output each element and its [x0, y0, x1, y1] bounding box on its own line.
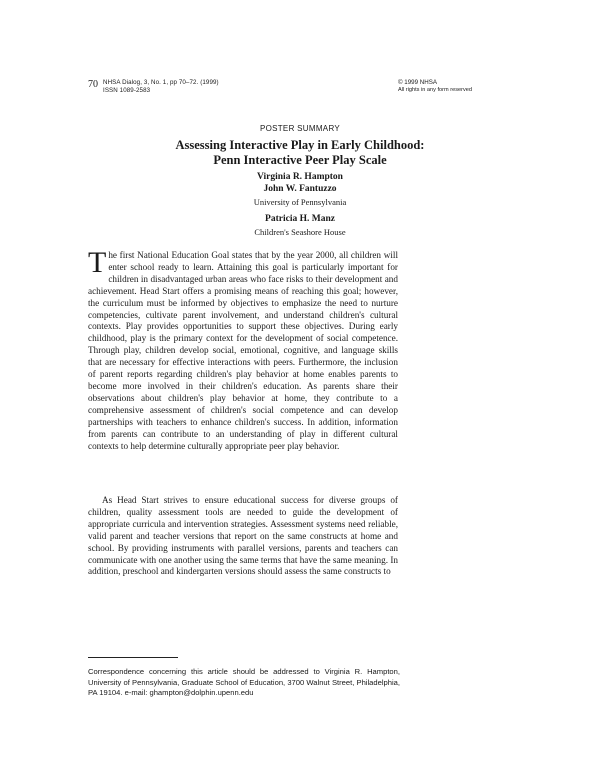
journal-citation: NHSA Dialog, 3, No. 1, pp 70–72. (1999) [103, 79, 219, 86]
issn: ISSN 1089-2583 [103, 87, 151, 94]
page-number: 70 [88, 79, 98, 90]
body-paragraph-1 [88, 246, 398, 452]
body-paragraph-2: As Head Start strives to ensure educational success for diverse groups of children, quality assessment tools are needed to guide the development of appropriate curricula and intervention strategies. Assessment systems need reliable, valid parent and teacher versions that report on the same constructs at home and school. By providing instruments with parallel versions, parents and teachers can communicate with one another using the same terms that have the same meaning. In addition, preschool and kindergarten versions should assess the same constructs to [88, 495, 398, 577]
affiliation-seashore: Children's Seashore House [254, 227, 346, 237]
affiliation-penn: University of Pennsylvania [253, 197, 347, 207]
footnote-divider [88, 657, 178, 658]
copyright: © 1999 NHSA [398, 79, 437, 86]
section-label: POSTER SUMMARY [259, 124, 341, 133]
author-fantuzzo: John W. Fantuzzo [263, 184, 337, 194]
drop-cap: T [88, 246, 107, 279]
correspondence-footnote: Correspondence concerning this article should be addressed to Virginia R. Hampton, University of Pennsylvania, Graduate School of Education, 3700 Walnut Street, Philadelphia, PA 19104. e-mail: ghampton@dolphin.upenn.edu [88, 667, 400, 697]
title-line-1: Assessing Interactive Play in Early Childhood: [175, 138, 425, 152]
author-manz: Patricia H. Manz [265, 214, 335, 224]
title-line-2: Penn Interactive Peer Play Scale [213, 153, 387, 167]
paragraph-1-text: he first National Education Goal states that by the year 2000, all children will enter school ready to learn. Attaining this goal is particularly important for children in disadvantaged urban areas who face risks to their development and achievement. Head Start offers a promising means of reaching this goal; however, the curriculum must be informed by objectives to emphasize the need to nurture competencies, cultivate parent involvement, and understand children's cultural contexts. Play provides opportunities to support these objectives. During early childhood, play is the primary context for the development of social competence. Through play, children develop social, emotional, cognitive, and language skills that are necessary for effective interactions with peers. Furthermore, the inclusion of parent reports regarding children's play behavior at home enables parents to become more involved in their children's education. As parents share their observations about children's play behavior at home, they contribute to a comprehensive assessment of children's social competence and can develop partnerships with teachers to enhance children's success. In addition, information from parents can contribute to an understanding of play in different cultural contexts to help determine culturally appropriate peer play behavior. [88, 250, 398, 451]
author-hampton: Virginia R. Hampton [257, 172, 343, 182]
rights-notice: All rights in any form reserved [398, 87, 472, 93]
